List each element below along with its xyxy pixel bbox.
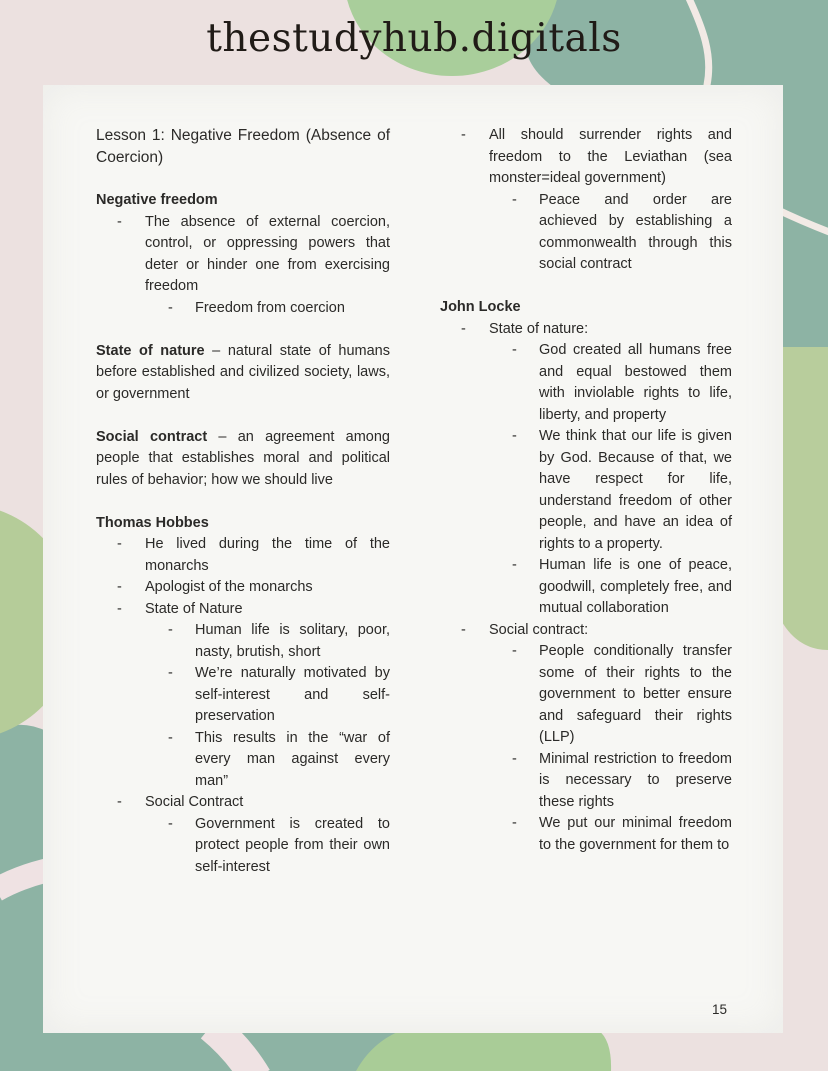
bullet-text: Government is created to protect people from their own self-interest (195, 815, 390, 875)
section-heading: John Locke (440, 299, 521, 315)
bullet-dash: - (117, 213, 122, 230)
bullet-dash: - (168, 299, 173, 316)
bullet-dash: - (461, 127, 466, 143)
bullet-text: We put our minimal freedom to the government for them to (539, 815, 732, 853)
bullet-text: Minimal restriction to freedom is necessary to preserve these rights (539, 750, 732, 810)
bullet-text: Peace and order are achieved by establishing a commonwealth through this social contract (539, 191, 732, 272)
definition-paragraph: State of nature – natural state of humans before established and civilized society, laws, or government (96, 342, 390, 402)
paragraph-gap (96, 169, 390, 191)
definition-term: State of nature (96, 342, 205, 359)
bullet-item-level-2 (96, 620, 390, 663)
bullet-text: Apologist of the monarchs (145, 579, 313, 596)
bullet-item-level-1 (96, 534, 390, 577)
bullet-text: Human life is solitary, poor, nasty, brutish, short (195, 622, 390, 660)
paragraph-gap (96, 319, 390, 341)
paragraph-gap (96, 405, 390, 427)
section-heading: Negative freedom (96, 192, 218, 209)
bullet-text: Social Contract (145, 794, 244, 811)
bullet-dash: - (117, 600, 122, 617)
bullet-dash: - (168, 622, 173, 639)
bullet-dash: - (512, 643, 517, 659)
bullet-dash: - (117, 536, 122, 553)
bullet-dash: - (168, 815, 173, 832)
paragraph-gap (440, 276, 732, 298)
bullet-text: God created all humans free and equal bestowed them with inviolable rights to life, liberty, and property (539, 342, 732, 423)
bullet-item-level-2 (96, 814, 390, 879)
bullet-item-level-2 (96, 298, 390, 320)
bullet-dash: - (168, 729, 173, 746)
bullet-item-level-2 (440, 190, 732, 276)
bullet-item-level-2 (440, 813, 732, 856)
bullet-text: We think that our life is given by God. Because of that, we have respect for life, understand freedom of other people, and have an idea of rights to a property. (539, 428, 732, 552)
bullet-dash: - (117, 579, 122, 596)
bullet-dash: - (512, 750, 517, 767)
bullet-item-level-2 (96, 728, 390, 793)
bullet-dash: - (512, 428, 517, 444)
bullet-item-level-2 (440, 555, 732, 620)
bullet-text: We’re naturally motivated by self-interest and self-preservation (195, 665, 390, 725)
bullet-item-level-1 (440, 319, 732, 341)
right-column (440, 125, 732, 856)
left-column (96, 125, 390, 878)
definition-paragraph: Social contract – an agreement among people that establishes moral and political rules of behavior; how we should live (96, 428, 390, 488)
bullet-text: Social contract: (489, 621, 589, 638)
brand-title: thestudyhub.digitals (206, 16, 622, 61)
bullet-item-level-2 (440, 641, 732, 749)
bullet-item-level-1 (440, 620, 732, 642)
paragraph-gap (96, 491, 390, 513)
bullet-item-level-2 (96, 663, 390, 728)
page-number: 15 (711, 1002, 727, 1017)
bullet-item-level-1 (96, 792, 390, 814)
bullet-item-level-1 (96, 212, 390, 298)
bullet-dash: - (512, 557, 517, 573)
definition-term: Social contract (96, 428, 208, 445)
bullet-dash: - (512, 815, 517, 831)
bullet-dash: - (461, 320, 466, 337)
bullet-text: Human life is one of peace, goodwill, completely free, and mutual collaboration (539, 557, 732, 616)
green-band-bottom-shape (356, 1030, 611, 1071)
bullet-item-level-2 (440, 340, 732, 426)
bullet-text: Freedom from coercion (195, 299, 345, 316)
bullet-item-level-2 (440, 426, 732, 555)
bullet-text: People conditionally transfer some of their rights to the government to better ensure and safeguard their rights (LLP) (539, 643, 732, 745)
bullet-text: The absence of external coercion, control, or oppressing powers that deter or hinder one from exercising freedom (145, 213, 390, 295)
bullet-dash: - (512, 342, 517, 358)
bullet-dash: - (461, 621, 466, 638)
bullet-text: He lived during the time of the monarchs (145, 536, 390, 574)
bullet-item-level-2 (440, 749, 732, 814)
bullet-dash: - (168, 665, 173, 682)
bullet-text: State of nature: (489, 320, 589, 337)
bullet-item-level-1 (96, 577, 390, 599)
bullet-text: All should surrender rights and freedom to the Leviathan (sea monster=ideal government) (489, 127, 732, 186)
bullet-text: This results in the “war of every man against every man” (195, 729, 390, 789)
bullet-dash: - (117, 794, 122, 811)
bullet-item-level-1 (96, 599, 390, 621)
notes-page (43, 85, 783, 1033)
lesson-title: Lesson 1: Negative Freedom (Absence of Coercion) (96, 127, 390, 166)
section-heading: Thomas Hobbes (96, 514, 209, 531)
bullet-dash: - (512, 191, 517, 208)
bullet-item-level-1 (440, 125, 732, 190)
bullet-text: State of Nature (145, 600, 243, 617)
